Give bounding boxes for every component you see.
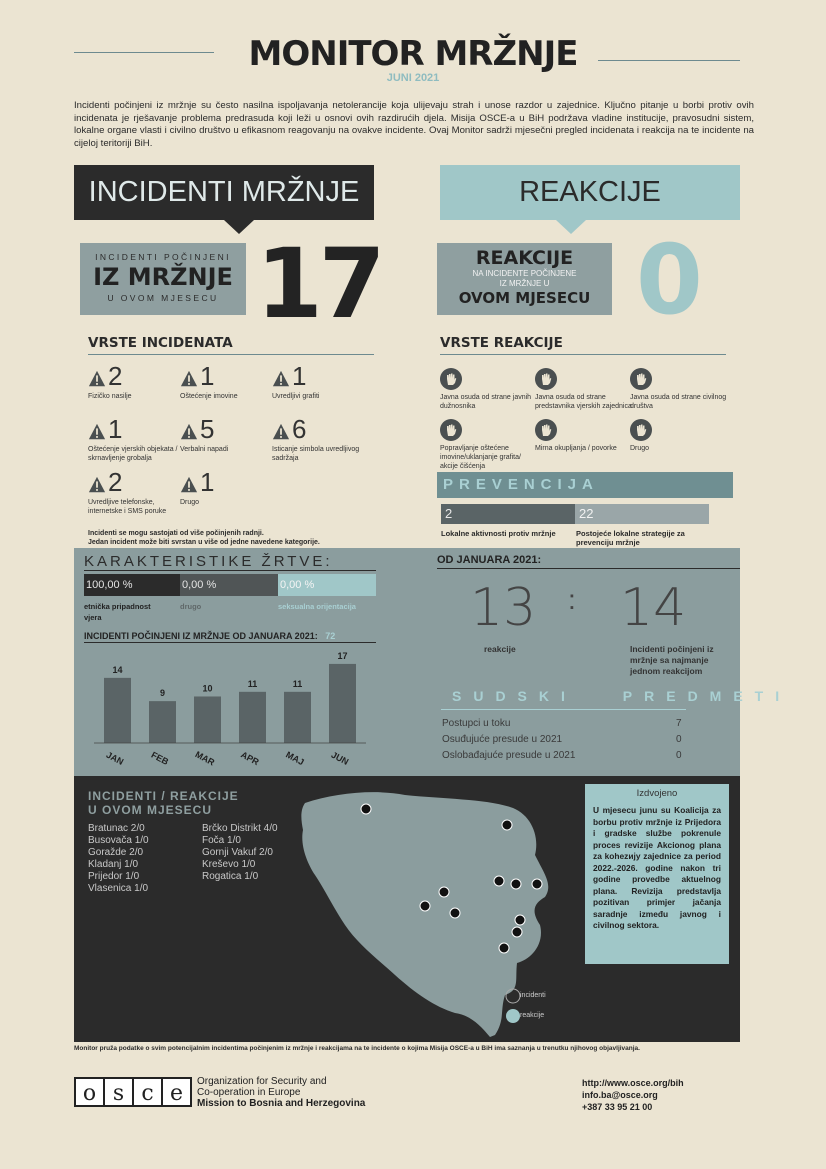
incident-note — [88, 529, 320, 547]
incident-type-count: 5 — [200, 414, 215, 444]
chart-bar-value-label: 14 — [112, 664, 123, 675]
since-january-heading: OD JANUARA 2021: — [437, 554, 542, 566]
incident-type-label: Drugo — [180, 499, 200, 506]
court-heading: SUDSKI PREDMETI — [452, 688, 792, 704]
incident-type-count-row — [88, 414, 178, 444]
location-entry: Foča 1/0 — [202, 835, 241, 846]
contact-url[interactable]: http://www.osce.org/bih — [582, 1078, 684, 1088]
locations-column-2 — [202, 823, 278, 883]
location-entry: Brčko Distrikt 4/0 — [202, 823, 278, 834]
reactions-month-box — [437, 243, 612, 315]
chart-title-row — [84, 631, 335, 641]
incident-note-line1: Incidenti se mogu sastojati od više počinjenih radnji. — [88, 530, 264, 537]
incident-type-item — [272, 361, 362, 401]
legend-incidents-marker — [506, 989, 520, 1003]
incident-types-heading: VRSTE INCIDENATA — [88, 335, 233, 351]
prevention-activities-bar — [441, 504, 575, 524]
page-subtitle: JUNI 2021 — [386, 72, 440, 84]
incident-type-count: 1 — [292, 361, 307, 391]
reaction-type-label: Popravljanje oštećene imovine/uklanjanje grafita/ akcije čišćenja — [440, 445, 521, 470]
court-row-value: 0 — [676, 734, 682, 745]
map-incident-marker — [502, 820, 512, 830]
incident-type-count: 1 — [200, 467, 215, 497]
reactions-box-line1: REAKCIJE — [475, 247, 574, 269]
location-entry: Gornji Vakuf 2/0 — [202, 847, 273, 858]
incident-type-item — [272, 414, 362, 463]
map-incident-marker — [499, 943, 509, 953]
reaction-type-label: Javna osuda od strane civilnog društva — [630, 394, 727, 410]
warning-triangle-icon — [272, 423, 290, 441]
location-entry: Vlasenica 1/0 — [88, 883, 149, 894]
incident-type-count-row — [272, 414, 362, 444]
location-entry: Kreševo 1/0 — [202, 859, 256, 870]
intro-paragraph: Incidenti počinjeni iz mržnje su često nasilna ispoljavanja netolerancije koja ulijevaju strah i unose razdor u zajednice. Ključno pitanje u borbi protiv ovih incidenata je rješavanje problema predrasuda koji leži u osnovi ovih razdirućih djela. Misija OSCE-a u BiH podržava vladine institucije, pravosudni sistem, lokalne organe vlasti i civilno društvo u efikasnom reagovanju na ovakve incidente. Ovaj Monitor sadrži mjesečni pregled incidenata i reakcija na te incidente na cijeloj teritoriji BiH. — [74, 100, 754, 149]
chart-category-label: APR — [239, 749, 261, 768]
incident-types-rule — [88, 354, 374, 355]
incident-type-label: Oštećenje imovine — [180, 393, 238, 400]
monthly-incidents-chart — [84, 646, 376, 774]
chart-category-label: FEB — [149, 749, 171, 767]
reaction-types-rule — [440, 354, 726, 355]
victims-segment-value: 0,00 % — [182, 579, 217, 591]
incident-type-item — [88, 361, 178, 401]
court-row-label: Osuđujuće presude u 2021 — [442, 734, 563, 745]
incident-note-line2: Jedan incident može biti svrstan u više od jedne navedene kategorije. — [88, 539, 320, 546]
incident-type-item — [180, 414, 270, 454]
incidents-month-box — [80, 243, 246, 315]
chart-bar — [239, 692, 266, 743]
location-entry: Bratunac 2/0 — [88, 823, 145, 834]
highlight-box — [585, 784, 729, 964]
warning-triangle-icon — [88, 423, 106, 441]
chart-category-label: MAR — [193, 749, 217, 768]
map-incident-marker — [532, 879, 542, 889]
since-january-incidents-value: 14 — [620, 578, 687, 638]
victims-segment-label: seksualna orijentacija — [278, 602, 356, 611]
osce-org-line2: Co-operation in Europe — [197, 1087, 301, 1098]
map-incident-marker — [511, 879, 521, 889]
incident-type-count-row — [180, 467, 270, 497]
victims-segment — [180, 574, 278, 596]
chart-category-label: MAJ — [284, 749, 306, 768]
map-incident-marker — [494, 876, 504, 886]
since-january-reactions-value: 13 — [470, 578, 537, 638]
chart-total: 72 — [325, 631, 336, 641]
chart-bar-value-label: 11 — [292, 678, 303, 689]
incidents-box-line1: INCIDENTI POČINJENI — [95, 252, 231, 262]
victims-rule — [84, 570, 376, 571]
incident-type-item — [180, 467, 270, 507]
osce-logo-letter: c — [141, 1081, 154, 1106]
incident-type-label: Uvredljivi grafiti — [272, 393, 320, 400]
osce-organization — [197, 1076, 365, 1109]
map-heading-line1: INCIDENTI / REAKCIJE — [88, 789, 239, 803]
reactions-box-line3: IZ MRŽNJE U — [499, 279, 550, 288]
map-incident-marker — [439, 887, 449, 897]
reaction-type-label: Javna osuda od strane predstavnika vjerskih zajednica — [535, 394, 632, 410]
court-row-value: 0 — [676, 750, 682, 761]
stop-hand-icon — [440, 368, 462, 390]
incident-type-count-row — [88, 361, 178, 391]
chart-bar — [284, 692, 311, 743]
incident-type-count-row — [180, 414, 270, 444]
reactions-box-line4: OVOM MJESECU — [458, 289, 591, 307]
reactions-banner-pointer — [556, 220, 586, 234]
incident-type-label: Uvredljive telefonske, internetske i SMS poruke — [88, 499, 167, 515]
prevention-strategies-bar — [575, 504, 709, 524]
reaction-type-item — [440, 368, 538, 411]
highlight-text: U mjesecu junu su Koalicija za borbu protiv mržnje iz Prijedora i gradske službe pokrenule proces revizije Akcionog plana za kohezију zajednice za period 2022.-2026. godine nakon tri godine provedbe aktuelnog plana. Revizija predstavlja pozitivan primjer jačanja saradnje između javnog i civilnog sektora. — [593, 805, 721, 930]
incidents-banner-pointer — [224, 220, 254, 234]
victims-segment — [84, 574, 180, 596]
stop-hand-icon — [535, 419, 557, 441]
reaction-type-item — [630, 368, 728, 411]
stop-hand-icon — [440, 419, 462, 441]
osce-org-line1: Organization for Security and — [197, 1076, 327, 1087]
highlight-heading: Izdvojeno — [636, 788, 678, 799]
chart-bar-value-label: 9 — [159, 688, 166, 699]
court-rule — [441, 709, 686, 710]
prevention-strategies-label: Postojeće lokalne strategije za prevenciju mržnje — [576, 529, 685, 547]
warning-triangle-icon — [180, 370, 198, 388]
reaction-type-label: Drugo — [630, 445, 650, 452]
court-row-value: 7 — [676, 718, 682, 729]
legend-reactions-label: reakcije — [520, 1012, 545, 1019]
osce-logo-letter: o — [82, 1081, 97, 1106]
legend-incidents-label: incidenti — [520, 992, 546, 999]
chart-bar-value-label: 17 — [337, 650, 348, 661]
map-incident-marker — [361, 804, 371, 814]
prevention-strategies-value: 22 — [579, 506, 594, 521]
incident-type-label: Oštećenje vjerskih objekata / skrnavljenje grobalja — [88, 446, 178, 462]
location-entry: Prijedor 1/0 — [88, 871, 140, 882]
chart-bar — [329, 664, 356, 743]
chart-title: INCIDENTI POČINJENI IZ MRŽNJE OD JANUARA 2021: — [84, 631, 318, 641]
osce-logo-letter: s — [112, 1081, 125, 1106]
incident-type-item — [88, 467, 178, 516]
reaction-type-item — [630, 419, 728, 453]
incident-type-count: 2 — [108, 467, 123, 497]
map-heading-line2: U OVOM MJESECU — [88, 803, 213, 817]
bih-map-shape — [301, 792, 548, 1037]
warning-triangle-icon — [88, 476, 106, 494]
incident-type-item — [88, 414, 178, 463]
location-entry: Kladanj 1/0 — [88, 859, 139, 870]
incident-type-count: 1 — [108, 414, 123, 444]
incident-type-count: 6 — [292, 414, 307, 444]
reaction-types-heading: VRSTE REAKCIJE — [440, 335, 563, 351]
victims-segment-value: 0,00 % — [280, 579, 315, 591]
location-entry: Rogatica 1/0 — [202, 871, 259, 882]
reactions-total: 0 — [636, 224, 703, 336]
court-row-label: Postupci u toku — [442, 718, 511, 729]
reaction-type-label: Javna osuda od strane javnih dužnosnika — [440, 394, 532, 410]
osce-logo — [74, 1077, 192, 1112]
court-row-label: Oslobađajuće presude u 2021 — [442, 750, 576, 761]
map-heading — [88, 789, 239, 817]
victims-segment-value: 100,00 % — [86, 579, 133, 591]
footer-note: Monitor pruža podatke o svim potencijalnim incidentima počinjenim iz mržnje i reakcijama na te incidente o kojima Misija OSCE-a u BiH ima saznanja u trenutku njihovog objavljivanja. — [74, 1045, 640, 1052]
since-january-separator: : — [568, 584, 576, 615]
contact-email[interactable]: info.ba@osce.org — [582, 1090, 658, 1100]
incidents-box-line3: U OVOM MJESECU — [107, 293, 219, 303]
prevention-activities-value: 2 — [445, 506, 453, 521]
chart-bar — [194, 696, 221, 743]
warning-triangle-icon — [180, 476, 198, 494]
location-entry: Busovača 1/0 — [88, 835, 149, 846]
stop-hand-icon — [630, 419, 652, 441]
osce-logo-mark — [74, 1077, 192, 1107]
stop-hand-icon — [535, 368, 557, 390]
reaction-type-item — [535, 419, 633, 453]
osce-logo-letter: e — [169, 1081, 184, 1106]
stop-hand-icon — [630, 368, 652, 390]
contact-phone: +387 33 95 21 00 — [582, 1102, 653, 1112]
legend-reactions-marker — [506, 1009, 520, 1023]
locations-column-1 — [88, 823, 149, 895]
chart-category-label: JUN — [329, 749, 351, 767]
chart-bar — [104, 678, 131, 743]
osce-org-line3: Mission to Bosnia and Herzegovina — [197, 1098, 366, 1109]
chart-bar-value-label: 11 — [247, 678, 258, 689]
victims-segment-label: etnička pripadnost vjera — [84, 602, 151, 622]
bih-map — [295, 785, 580, 1040]
reaction-type-item — [535, 368, 633, 411]
reaction-type-item — [440, 419, 538, 471]
victims-heading: KARAKTERISTIKE ŽRTVE: — [84, 553, 333, 570]
incident-type-count: 2 — [108, 361, 123, 391]
contact-info — [582, 1077, 684, 1113]
since-january-incidents-label: Incidenti počinjeni iz mržnje sa najmanje jednom reakcijom — [630, 644, 714, 676]
chart-bar-value-label: 10 — [202, 683, 213, 694]
incidents-box-line2: IZ MRŽNJE — [93, 263, 233, 291]
victims-segment-label: drugo — [180, 602, 202, 611]
warning-triangle-icon — [180, 423, 198, 441]
since-january-reactions-label: reakcije — [484, 644, 516, 654]
map-incident-marker — [512, 927, 522, 937]
reactions-box-line2: NA INCIDENTE POČINJENE — [472, 269, 577, 278]
incidents-banner: INCIDENTI MRŽNJE — [74, 165, 374, 220]
location-entry: Goražde 2/0 — [88, 847, 144, 858]
incidents-total: 17 — [256, 228, 382, 340]
prevention-heading: PREVENCIJA — [437, 472, 733, 498]
victims-segment — [278, 574, 376, 596]
incident-type-count-row — [272, 361, 362, 391]
incident-type-count-row — [180, 361, 270, 391]
incident-type-count: 1 — [200, 361, 215, 391]
reaction-type-label: Mirna okupljanja / povorke — [535, 445, 617, 452]
warning-triangle-icon — [88, 370, 106, 388]
chart-bar — [149, 701, 176, 743]
prevention-activities-label: Lokalne aktivnosti protiv mržnje — [441, 529, 556, 538]
map-incident-marker — [515, 915, 525, 925]
chart-title-rule — [84, 642, 376, 643]
incident-type-item — [180, 361, 270, 401]
reactions-banner: REAKCIJE — [440, 165, 740, 220]
chart-category-label: JAN — [104, 749, 126, 767]
incident-type-count-row — [88, 467, 178, 497]
warning-triangle-icon — [272, 370, 290, 388]
page-title: MONITOR MRŽNJE — [248, 34, 578, 74]
incident-type-label: Fizičko nasilje — [88, 393, 132, 400]
map-incident-marker — [420, 901, 430, 911]
map-incident-marker — [450, 908, 460, 918]
since-january-rule — [437, 568, 740, 569]
incident-type-label: Isticanje simbola uvredljivog sadržaja — [272, 446, 360, 462]
incident-type-label: Verbalni napadi — [180, 446, 229, 453]
